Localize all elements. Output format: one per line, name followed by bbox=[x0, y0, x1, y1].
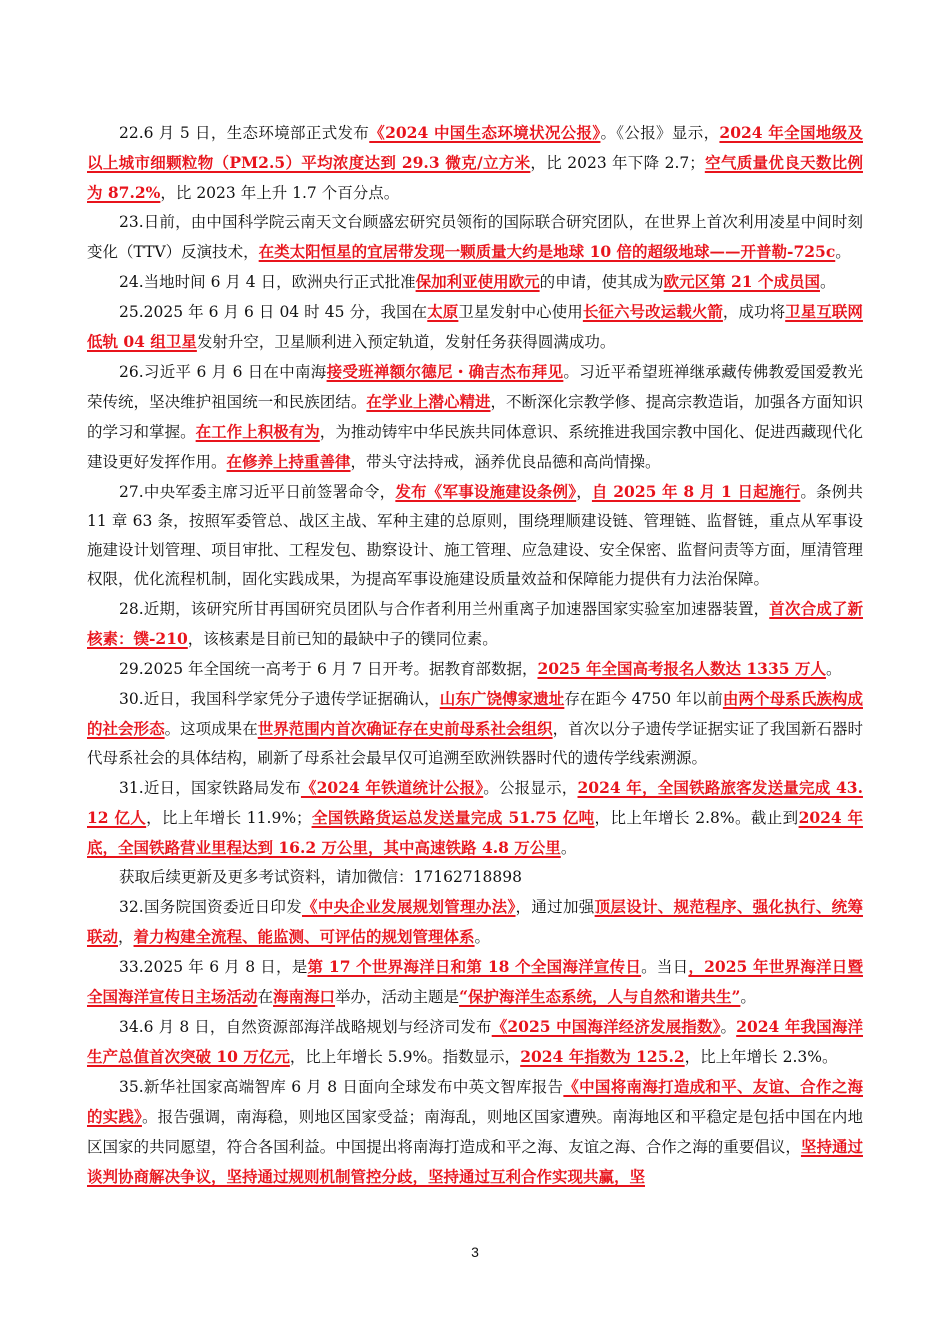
highlighted-text: 2024 年指数为 125.2 bbox=[520, 1047, 685, 1066]
body-text: ，带头守法持戒，涵养优良品德和高尚情操。 bbox=[350, 453, 661, 471]
paragraph bbox=[87, 684, 863, 773]
highlighted-text: 《2025 中国海洋经济发展指数》 bbox=[491, 1017, 721, 1036]
body-text: 。 bbox=[835, 243, 851, 261]
body-text: 的申请，使其成为 bbox=[539, 273, 664, 291]
paragraph bbox=[87, 297, 863, 357]
body-text: ，比上年增长 5.9%。指数显示， bbox=[289, 1048, 521, 1066]
body-text: 。条例共 11 章 63 条，按照军委管总、战区主战、军种主建的总原则，围绕理顺建设链、管理链、监督链，重点从军事设施建设计划管理、项目审批、工程发包、勘察设计、施工管理、应急建设、安全保密、监督问责等方面，厘清管理权限，优化流程机制，固化实践成果，为提高军事设施建设质量效益和保障能力提供有力法治保障。 bbox=[87, 483, 863, 588]
highlighted-text: 《2024 年铁道统计公报》 bbox=[300, 778, 484, 797]
paragraph bbox=[87, 773, 863, 863]
body-text: ，为推动铸牢中华民族共同体意识、系统推进我国宗教中国化、促进西藏现代化建设更好发挥作用。 bbox=[87, 423, 863, 471]
body-text: 29.2025 年全国统一高考于 6 月 7 日开考。据教育部数据， bbox=[119, 660, 538, 678]
body-text: 31.近日，国家铁路局发布 bbox=[119, 779, 301, 797]
highlighted-text: 首次合成了新核素：镤-210 bbox=[87, 599, 863, 648]
paragraph bbox=[87, 118, 863, 208]
body-text: 23.日前，由中国科学院云南天文台顾盛宏研究员领衔的国际联合研究团队，在世界上首次利用凌星中间时刻变化（TTV）反演技术， bbox=[87, 213, 863, 261]
body-text: 。 bbox=[825, 660, 842, 678]
paragraph bbox=[87, 1012, 863, 1072]
paragraph bbox=[87, 1072, 863, 1192]
paragraph bbox=[87, 208, 863, 267]
body-text: 。习近平希望班禅继承藏传佛教爱国爱教光荣传统，坚决维护祖国统一和民族团结。 bbox=[87, 363, 863, 411]
body-text: 。 bbox=[740, 988, 756, 1006]
body-text: ，通过加强 bbox=[515, 898, 595, 916]
highlighted-text: 山东广饶傅家遗址 bbox=[439, 689, 565, 708]
highlighted-text: 空气质量优良天数比例为 87.2% bbox=[87, 153, 863, 202]
highlighted-text: 欧元区第 21 个成员国 bbox=[663, 272, 820, 291]
highlighted-text: 由两个母系氏族构成的社会形态 bbox=[87, 689, 863, 738]
body-text: ， bbox=[118, 928, 134, 946]
highlighted-text: 顶层设计、规范程序、强化执行、统筹联动 bbox=[87, 897, 863, 946]
highlighted-text: 太原 bbox=[427, 302, 459, 321]
body-text: 。 bbox=[474, 928, 491, 946]
paragraph bbox=[87, 267, 863, 297]
body-text: 32.国务院国资委近日印发 bbox=[119, 898, 303, 916]
highlighted-text: 发布《军事设施建设条例》 bbox=[395, 482, 577, 501]
body-text: 。公报显示， bbox=[483, 779, 578, 797]
highlighted-text: 2025 年全国高考报名人数达 1335 万人 bbox=[537, 659, 826, 678]
highlighted-text: 坚持通过谈判协商解决争议，坚持通过规则机制管控分歧，坚持通过互利合作实现共赢，坚 bbox=[87, 1137, 863, 1186]
paragraph bbox=[87, 477, 863, 594]
highlighted-text: 《中央企业发展规划管理办法》 bbox=[302, 897, 516, 916]
body-text: ，比 2023 年上升 1.7 个百分点。 bbox=[160, 184, 400, 202]
page-number: 3 bbox=[471, 1244, 479, 1260]
highlighted-text: “保护海洋生态系统，人与自然和谐共生” bbox=[459, 987, 741, 1006]
body-text: 。 bbox=[820, 273, 836, 291]
paragraph bbox=[87, 357, 863, 477]
body-text: 25.2025 年 6 月 6 日 04 时 45 分，我国在 bbox=[119, 303, 428, 321]
body-text: ，首次以分子遗传学证据实证了我国新石器时代母系社会的具体结构，刷新了母系社会最早仅可追溯至欧洲铁器时代的遗传学线索溯源。 bbox=[87, 720, 863, 767]
highlighted-text: 在学业上潜心精进 bbox=[366, 392, 491, 411]
body-text: 28.近期，该研究所甘再国研究员团队与合作者利用兰州重离子加速器国家实验室加速器装置， bbox=[119, 600, 770, 618]
highlighted-text: 在类太阳恒星的宜居带发现一颗质量大约是地球 10 倍的超级地球——开普勒-725c bbox=[258, 242, 836, 261]
body-text: 。 bbox=[560, 839, 577, 857]
highlighted-text: 第 17 个世界海洋日和第 18 个全国海洋宣传日 bbox=[307, 957, 642, 976]
body-text: 在 bbox=[257, 988, 274, 1006]
highlighted-text: 在工作上积极有为 bbox=[195, 422, 320, 441]
paragraph bbox=[87, 952, 863, 1012]
body-text: 。《公报》显示， bbox=[600, 124, 720, 142]
body-text: ，比上年增长 2.3%。 bbox=[684, 1048, 838, 1066]
highlighted-text: 2024 年底，全国铁路营业里程达到 16.2 万公里，其中高速铁路 4.8 万公里 bbox=[87, 808, 863, 857]
body-text: 22.6 月 5 日，生态环境部正式发布 bbox=[119, 124, 370, 142]
body-text: ，比上年增长 11.9%； bbox=[146, 809, 312, 827]
highlighted-text: 在修养上持重善律 bbox=[226, 452, 351, 471]
highlighted-text: 全国铁路货运总发送量完成 51.75 亿吨 bbox=[311, 808, 595, 827]
highlighted-text: 着力构建全流程、能监测、可评估的规划管理体系 bbox=[133, 927, 475, 946]
body-text: 发射升空，卫星顺利进入预定轨道，发射任务获得圆满成功。 bbox=[196, 333, 616, 351]
highlighted-text: 卫星互联网低轨 04 组卫星 bbox=[87, 302, 863, 351]
paragraph bbox=[87, 594, 863, 654]
body-text: 。当日 bbox=[641, 958, 689, 976]
body-text: 。 bbox=[720, 1018, 737, 1036]
highlighted-text: 《中国将南海打造成和平、友谊、合作之海的实践》 bbox=[87, 1077, 863, 1126]
highlighted-text: 接受班禅额尔德尼・确吉杰布拜见 bbox=[326, 362, 564, 381]
body-text: 。报告强调，南海稳，则地区国家受益；南海乱，则地区国家遭殃。南海地区和平稳定是包括中国在内地区国家的共同愿望，符合各国利益。中国提出将南海打造成和平之海、友谊之海、合作之海的重要倡议， bbox=[87, 1108, 863, 1156]
body-text: ，该核素是目前已知的最缺中子的镤同位素。 bbox=[187, 630, 498, 648]
highlighted-text: 世界范围内首次确证存在史前母系社会组织 bbox=[257, 719, 553, 738]
highlighted-text: 海南海口 bbox=[273, 987, 336, 1006]
highlighted-text: ，2025 年世界海洋日暨全国海洋宣传日主场活动 bbox=[87, 957, 863, 1006]
highlighted-text: 长征六号改运载火箭 bbox=[582, 302, 723, 321]
body-text: 35.新华社国家高端智库 6 月 8 日面向全球发布中英文智库报告 bbox=[119, 1078, 564, 1096]
body-text: ，比上年增长 2.8%。截止到 bbox=[594, 809, 799, 827]
document-body bbox=[87, 118, 863, 1192]
body-text: 33.2025 年 6 月 8 日，是 bbox=[119, 958, 308, 976]
body-text: ，比 2023 年下降 2.7； bbox=[530, 154, 705, 172]
highlighted-text: 保加利亚使用欧元 bbox=[415, 272, 540, 291]
body-text: 卫星发射中心使用 bbox=[458, 303, 583, 321]
body-text: ，成功将 bbox=[722, 303, 786, 321]
body-text: 27.中央军委主席习近平日前签署命令， bbox=[119, 483, 396, 501]
body-text: 24.当地时间 6 月 4 日，欧洲央行正式批准 bbox=[119, 273, 416, 291]
paragraph bbox=[87, 654, 863, 684]
body-text: 30.近日，我国科学家凭分子遗传学证据确认， bbox=[119, 690, 440, 708]
highlighted-text: 2024 年我国海洋生产总值首次突破 10 万亿元 bbox=[87, 1017, 863, 1066]
body-text: 26.习近平 6 月 6 日在中南海 bbox=[119, 363, 327, 381]
body-text: 获取后续更新及更多考试资料，请加微信：17162718898 bbox=[119, 868, 522, 886]
body-text: 举办，活动主题是 bbox=[335, 988, 460, 1006]
body-text: ，不断深化宗教学修、提高宗教造诣，加强各方面知识的学习和掌握。 bbox=[87, 393, 863, 441]
highlighted-text: 《2024 中国生态环境状况公报》 bbox=[369, 123, 601, 142]
paragraph bbox=[87, 892, 863, 952]
body-text: 。这项成果在 bbox=[164, 720, 258, 738]
body-text: ， bbox=[576, 483, 592, 501]
highlighted-text: 2024 年全国地级及以上城市细颗粒物（PM2.5）平均浓度达到 29.3 微克/立方米 bbox=[87, 123, 863, 172]
highlighted-text: 自 2025 年 8 月 1 日起施行 bbox=[591, 482, 801, 501]
highlighted-text: 2024 年，全国铁路旅客发送量完成 43.12 亿人 bbox=[87, 778, 863, 827]
body-text: 存在距今 4750 年以前 bbox=[564, 690, 723, 708]
body-text: 34.6 月 8 日，自然资源部海洋战略规划与经济司发布 bbox=[119, 1018, 492, 1036]
paragraph bbox=[87, 863, 863, 892]
